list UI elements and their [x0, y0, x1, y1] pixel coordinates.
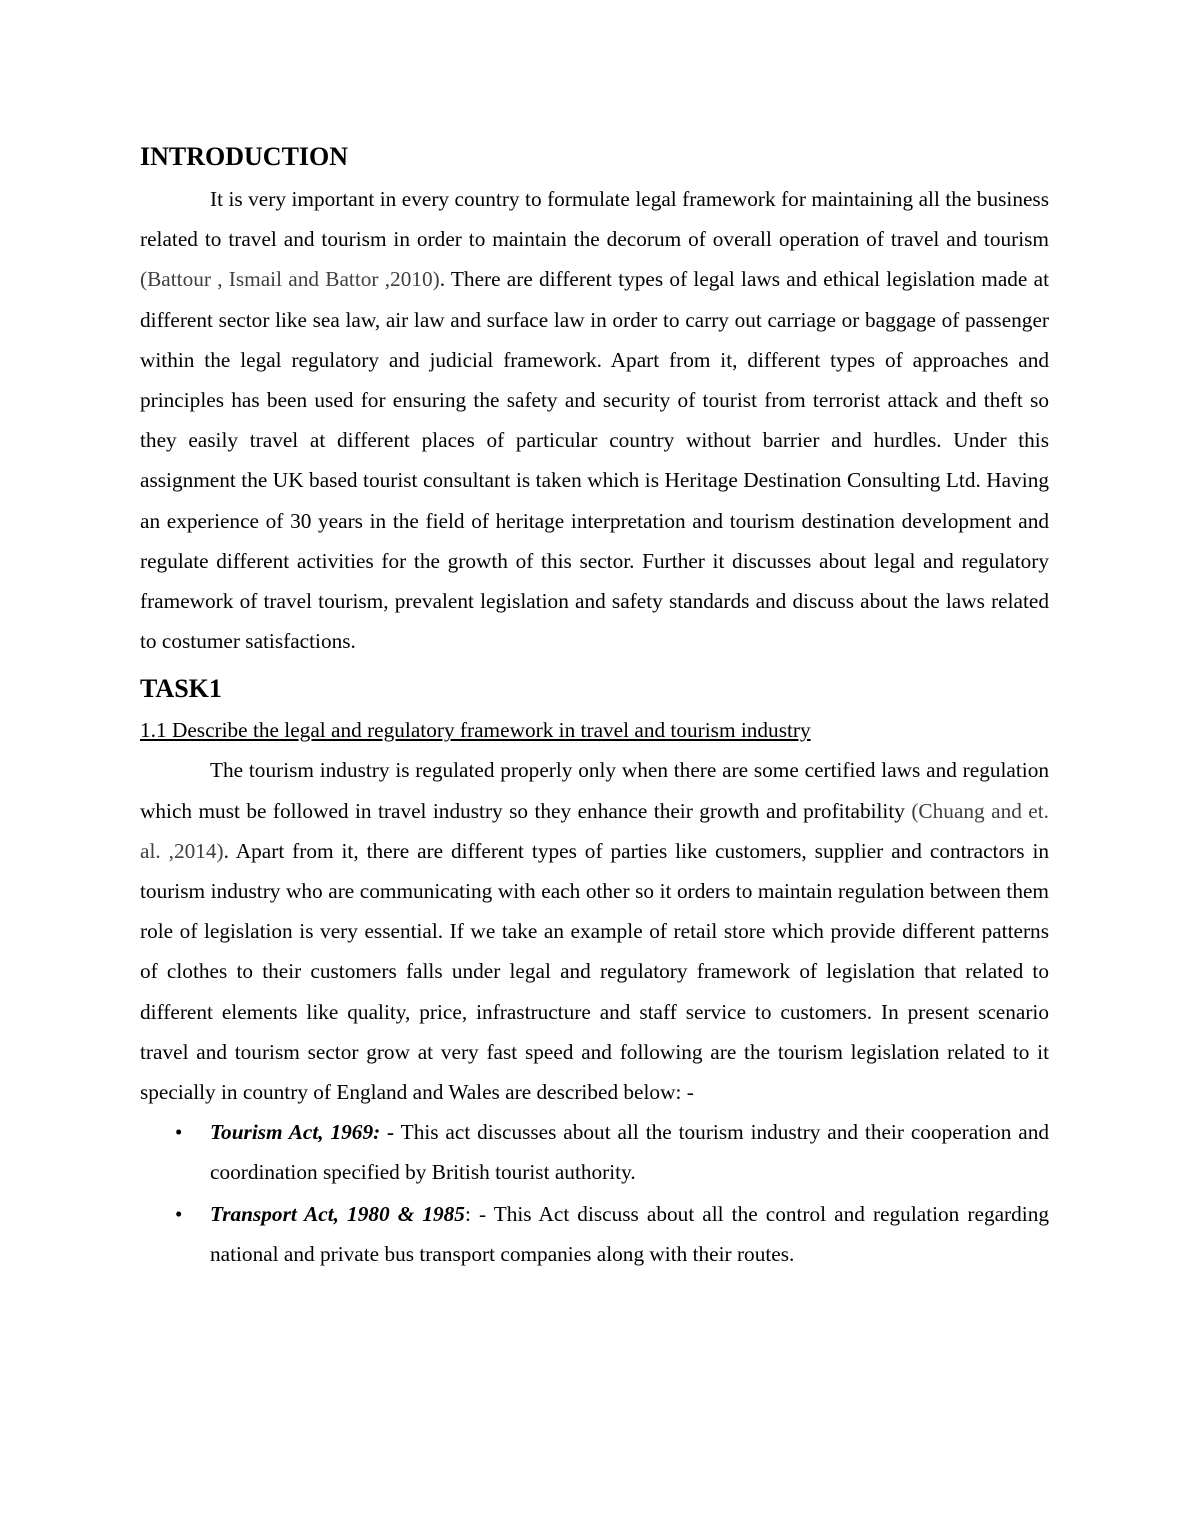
task1-text-2: . Apart from it, there are different types of parties like customers, supplier and contractors in tourism industry who are communicating with each other so it orders to maintain regulation between them role of legislation is very essential. If we take an example of retail store which provide different patterns of clothes to their customers falls under legal and regulatory framework of legislation that related to different elements like quality, price, infrastructure and staff service to customers. In present scenario travel and tourism sector grow at very fast speed and following are the tourism legislation related to it specially in country of England and Wales are described below: - — [140, 838, 1050, 1105]
act-description: This act discusses about all the tourism industry and their cooperation and coordination specified by British tourist authority. — [210, 1120, 1049, 1185]
task1-subheading: 1.1 Describe the legal and regulatory framework in travel and tourism industry — [140, 718, 811, 743]
bullet-icon: • — [175, 1120, 183, 1145]
legislation-list — [140, 1112, 1049, 1274]
bullet-icon: • — [175, 1201, 183, 1226]
act-description: : - This Act discuss about all the control and regulation regarding national and private bus transport companies along with their routes. — [210, 1201, 1049, 1266]
task1-citation: (Chuang and et. al. ,2014) — [140, 798, 1049, 863]
introduction-paragraph — [140, 179, 1049, 661]
list-item — [140, 1194, 1049, 1274]
task1-heading: TASK1 — [140, 674, 222, 704]
document-page — [140, 138, 1049, 1275]
introduction-heading: INTRODUCTION — [140, 142, 349, 171]
list-item — [140, 1112, 1049, 1192]
intro-text-1: It is very important in every country to formulate legal framework for maintaining all the business related to travel and tourism in order to maintain the decorum of overall operation of travel and tourism — [140, 187, 1049, 252]
task1-text-1: The tourism industry is regulated properly only when there are some certified laws and regulation which must be followed in travel industry so they enhance their growth and profitability — [140, 758, 1049, 823]
task1-paragraph — [140, 750, 1049, 1112]
intro-text-2: . There are different types of legal laws and ethical legislation made at different sector like sea law, air law and surface law in order to carry out carriage or baggage of passenger within the legal regulatory and judicial framework. Apart from it, different types of approaches and principles has been used for ensuring the safety and security of tourist from terrorist attack and theft so they easily travel at different places of particular country without barrier and hurdles. Under this assignment the UK based tourist consultant is taken which is Heritage Destination Consulting Ltd. Having an experience of 30 years in the field of heritage interpretation and tourism destination development and regulate different activities for the growth of this sector. Further it discusses about legal and regulatory framework of travel tourism, prevalent legislation and safety standards and discuss about the laws related to costumer satisfactions. — [140, 267, 1049, 654]
act-name: Tourism Act, 1969: - — [210, 1120, 395, 1145]
intro-citation: (Battour , Ismail and Battor ,2010) — [140, 267, 440, 292]
act-name: Transport Act, 1980 & 1985 — [210, 1201, 465, 1226]
